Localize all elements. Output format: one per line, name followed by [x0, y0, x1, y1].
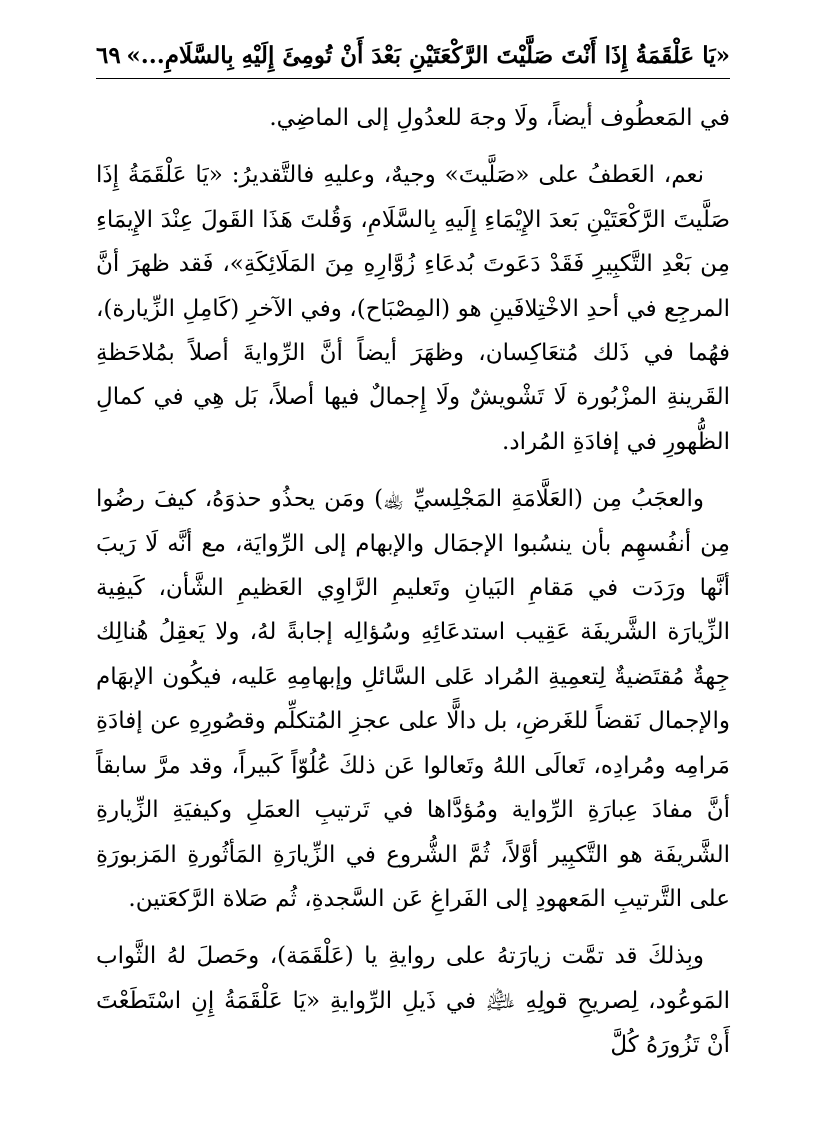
- body-text: [96, 96, 730, 1081]
- page-header: [96, 38, 730, 78]
- page-number: ٦٩: [96, 42, 121, 69]
- paragraph: والعجَبُ مِن (العَلَّامَةِ المَجْلِسيِّ ﵀) ومَن يحذُو حذوَهُ، كيفَ رضُوا مِن أنفُسهِم بأن ينسُبوا الإجمَال والإبهام إلى الرِّوايَة، مع أنَّه لَا رَيبَ أنَّها ورَدَت في مَقامِ البَيانِ وتَعليمِ الرَّاوِي العَظيمِ الشَّأن، كَيفِية الزِّيارَة الشَّريفَة عَقِيب استدعَائِهِ وسُؤالِه إجابةً لهُ، ولا يَعقِلُ هُنالِك جِهةٌ مُقتَضيةٌ لِتعمِيةِ المُراد عَلى السَّائلِ وإبهامِهِ عَليه، فيكُون الإبهَام والإجمال نَقضاً للغَرضِ، بل دالًّا على عجزِ المُتكلِّم وقصُورِهِ عن إفادَةِ مَرامِه ومُرادِه، تَعالَى اللهُ وتَعالوا عَن ذلكَ عُلُوّاً كَبيراً، وقد مرَّ سابقاً أنَّ مفادَ عِبارَةِ الرِّواية ومُؤدَّاها في تَرتيبِ العمَلِ وكيفيَةِ الزِّيارةِ الشَّريفَة هو التَّكبِير أوَّلاً، ثُمَّ الشُّروع في الزِّيارَةِ المَأثُورةِ المَزبورَةِ على التَّرتيبِ المَعهودِ إلى الفَراغِ عَن السَّجدةِ، ثُم صَلاة الرَّكعَتين.: [96, 486, 730, 912]
- paragraph-continuation: في المَعطُوف أيضاً، ولَا وجهَ للعدُولِ إلى الماضِي.: [269, 105, 730, 131]
- paragraph: نعم، العَطفُ على «صَلَّيتَ» وجيهٌ، وعليهِ فالتَّقديرُ: «يَا عَلْقَمَةُ إِذَا صَلَّيتَ الرَّكْعَتَيْنِ بَعدَ الإِيْمَاءِ إِلَيهِ بِالسَّلَامِ، وَقُلتَ هَذَا القَولَ عِنْدَ الإِيمَاءِ مِن بَعْدِ التَّكبِيرِ فَقَدْ دَعَوتَ بُدعَاءِ زُوَّارِهِ مِنَ المَلَائِكَةِ»، فَقد ظهرَ أنَّ المرجِع في أحدِ الاخْتِلافَينِ هو (المِصْبَاح)، وفي الآخرِ (كَامِلِ الزِّيارة)، فهُما في ذَلك مُتعَاكِسان، وظهَرَ أيضاً أنَّ الرِّوايةَ أصلاً بمُلاحَظةِ القَرينةِ المزْبُورة لَا تَشْويشٌ ولَا إِجمالٌ فيها أصلاً، بَل هِي في كمالِ الظُّهورِ في إفادَةِ المُراد.: [96, 162, 730, 455]
- running-title: «يَا عَلْقَمَةُ إِذَا أَنْتَ صَلَّيْتَ الرَّكْعَتَيْنِ بَعْدَ أَنْ تُومِئَ إِلَيْهِ بِالسَّلَامِ...»: [126, 42, 730, 69]
- header-divider: [96, 78, 730, 79]
- paragraph: وبِذلكَ قد تمَّت زيارَتهُ على روايةِ يا (عَلْقَمَة)، وحَصلَ لهُ الثَّواب المَوعُود، لِصريحِ قولِهِ ﵇ في ذَيلِ الرِّوايةِ «يَا عَلْقَمَةُ إِنِ اسْتَطَعْتَ أَنْ تَزُورَهُ كُلَّ: [96, 943, 730, 1059]
